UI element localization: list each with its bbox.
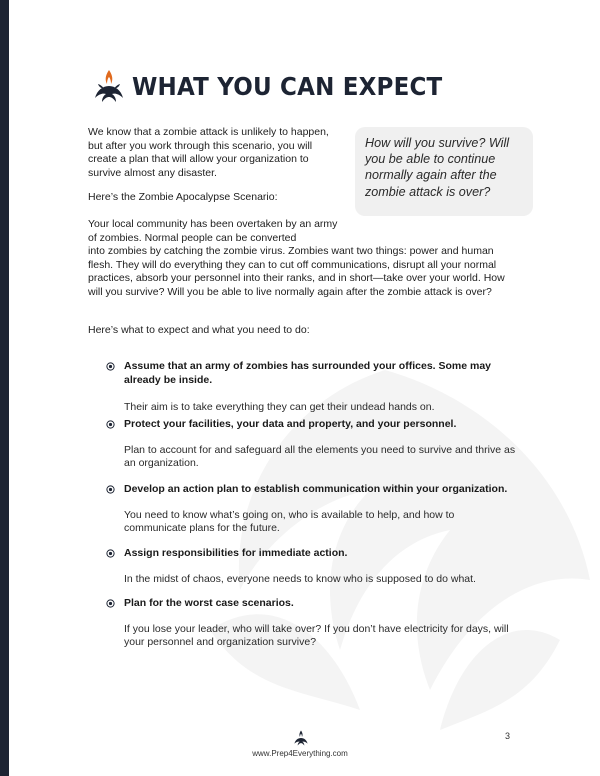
list-item-description: You need to know what’s going on, who is available to help, and how to communicate plans for the future.: [124, 508, 455, 535]
scenario-heading: Here’s the Zombie Apocalypse Scenario:: [88, 191, 278, 203]
bullet-icon: [106, 485, 115, 494]
scenario-paragraph-start: Your local community has been overtaken by an army of zombies. Normal people can be converted: [88, 218, 338, 244]
list-item-title: Assign responsibilities for immediate action.: [124, 547, 348, 559]
intro-paragraph: We know that a zombie attack is unlikely to happen, but after you work through this scenario, you will create a plan that will allow your organization to survive almost any disaster.: [88, 126, 329, 179]
bullet-icon: [106, 420, 115, 429]
list-item-title: Protect your facilities, your data and property, and your personnel.: [124, 418, 457, 430]
list-item: [106, 418, 516, 483]
zombie-hand-flame-logo-icon: [92, 68, 126, 104]
list-item-title: Assume that an army of zombies has surrounded your offices. Some may already be inside.: [124, 360, 492, 386]
list-item: [106, 360, 516, 418]
page-title: WHAT YOU CAN EXPECT: [132, 71, 443, 101]
list-item: [106, 483, 516, 547]
scenario-paragraph-rest: into zombies by catching the zombie virus. Zombies want two things: power and human flesh. They will do everything they can to cut off communications, disrupt all your normal practices, absorb your personnel into their ranks, and in short—take over your world. How will you survive? Will you be able to live normally again after the zombie attack is over?: [88, 245, 505, 298]
bullet-icon: [106, 362, 115, 371]
footer-logo-icon: [293, 729, 309, 747]
action-list: [106, 360, 516, 659]
expect-intro-block: [88, 324, 518, 338]
footer-url-link[interactable]: www.Prep4Everything.com: [252, 749, 348, 758]
expect-intro: Here’s what to expect and what you need to do:: [88, 324, 310, 336]
scenario-paragraph-start-block: [88, 218, 338, 245]
list-item-description: Plan to account for and safeguard all the elements you need to survive and thrive as an organization.: [124, 443, 516, 470]
list-item-title: Plan for the worst case scenarios.: [124, 597, 294, 609]
page-edge-bar: [0, 0, 9, 776]
list-item-title: Develop an action plan to establish communication within your organization.: [124, 483, 508, 495]
page-header: [92, 66, 469, 106]
list-item-description: In the midst of chaos, everyone needs to know who is supposed to do what.: [124, 572, 476, 585]
scenario-paragraph-rest-block: [88, 245, 518, 299]
list-item: [106, 547, 516, 597]
bullet-icon: [106, 549, 115, 558]
scenario-heading-block: [88, 191, 518, 205]
callout-text: How will you survive? Will you be able to continue normally again after the zombie attack is over?: [365, 136, 510, 199]
page-number: 3: [505, 731, 511, 741]
intro-section: [88, 126, 338, 180]
list-item-description: If you lose your leader, who will take over? If you don’t have electricity for days, will your personnel and organization survive?: [124, 622, 509, 649]
list-item-description: Their aim is to take everything they can get their undead hands on.: [124, 401, 435, 414]
list-item: [106, 597, 516, 659]
bullet-icon: [106, 599, 115, 608]
